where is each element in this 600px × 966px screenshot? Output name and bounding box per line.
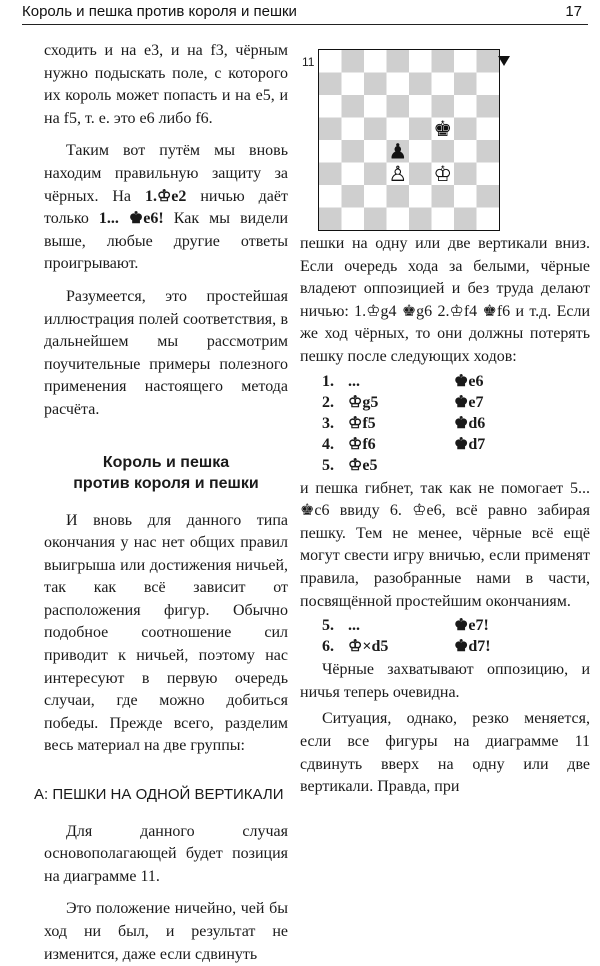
board-square bbox=[364, 95, 387, 118]
board-square bbox=[409, 163, 432, 186]
white-move: ♔×d5 bbox=[348, 638, 389, 656]
board-square bbox=[319, 50, 342, 73]
board-square bbox=[454, 118, 477, 141]
move-number: 4. bbox=[322, 435, 334, 453]
black-move: ♚e6 bbox=[454, 372, 484, 390]
board-square bbox=[387, 95, 410, 118]
running-header bbox=[22, 0, 588, 25]
board-square bbox=[364, 208, 387, 231]
black-to-move-triangle-icon bbox=[498, 56, 510, 66]
move-number: 6. bbox=[322, 638, 334, 656]
board-square bbox=[319, 118, 342, 141]
move-row bbox=[300, 455, 590, 476]
black-pawn-icon: ♟ bbox=[388, 139, 408, 164]
board-square bbox=[319, 208, 342, 231]
move-row bbox=[300, 615, 590, 636]
board-square bbox=[364, 73, 387, 96]
paragraph: и пешка гибнет, так как не помогает 5... ♚c6 ввиду 6. ♔e6, всё равно забирая пешку. Тем не менее, чёрные всё ещё могут свести игру вничью, если применят правила, разобранные нами в части, посвящённой простейшим окончаниям. bbox=[300, 479, 590, 610]
board-square bbox=[387, 118, 410, 141]
board-square bbox=[409, 73, 432, 96]
black-king-icon: ♚ bbox=[433, 116, 453, 141]
move-number: 1. bbox=[322, 372, 334, 390]
move-list bbox=[300, 615, 590, 657]
board-square bbox=[477, 50, 500, 73]
board-square bbox=[387, 208, 410, 231]
board-square bbox=[409, 185, 432, 208]
board-square bbox=[477, 118, 500, 141]
board-square bbox=[432, 95, 455, 118]
board-square bbox=[454, 185, 477, 208]
board-square bbox=[364, 50, 387, 73]
black-move: ♚e7! bbox=[454, 617, 489, 635]
board-square bbox=[364, 140, 387, 163]
white-king-icon: ♔ bbox=[433, 161, 453, 186]
black-move bbox=[426, 455, 554, 476]
running-title: Король и пешка против короля и пешки bbox=[22, 3, 297, 20]
board-square bbox=[432, 185, 455, 208]
board-square bbox=[387, 73, 410, 96]
paragraph: Чёрные захватывают оппозицию, и ничья теперь очевидна. bbox=[300, 661, 590, 701]
section-title: Король и пешка против короля и пешки bbox=[73, 453, 259, 492]
paragraph: пешки на одну или две вертикали вниз. Если очередь хода за белыми, чёрные владеют оппозицией и без труда делают ничью: 1.♔g4 ♚g6 2.♔f4 ♚f6 и т.д. Если же ход чёрных, то они должны потерять пешку после следующих ходов: bbox=[300, 235, 590, 365]
move-number: 2. bbox=[322, 393, 334, 411]
board-square bbox=[409, 95, 432, 118]
board-square bbox=[432, 208, 455, 231]
board-square bbox=[477, 185, 500, 208]
board-square bbox=[454, 95, 477, 118]
board-square bbox=[342, 73, 365, 96]
move-number: 5. bbox=[322, 617, 334, 635]
board-square bbox=[319, 95, 342, 118]
board-square bbox=[342, 140, 365, 163]
subsection-title: А: ПЕШКИ НА ОДНОЙ ВЕРТИКАЛИ bbox=[34, 786, 284, 804]
right-column bbox=[300, 233, 590, 799]
paragraph: И вновь для данного типа окончания у нас нет общих правил выигрыша или достижения ничьей, так как всё зависит от расположения фигур. Обычно подобное соотношение сил приводит к ничьей, поэтому нас интересуют в первую очередь случаи, где можно добиться победы. Прежде всего, разделим весь материал на две группы: bbox=[44, 511, 288, 755]
paragraph: Ситуация, однако, резко меняется, если все фигуры на диаграмме 11 сдвинуть вверх на одну или две вертикали. Правда, при bbox=[300, 710, 590, 796]
black-move: ♚d7 bbox=[454, 435, 486, 453]
board-square bbox=[342, 95, 365, 118]
board-square bbox=[409, 118, 432, 141]
paragraph: Это положение ничейно, чей бы ход ни был, и результат не изменится, даже если сдвинуть bbox=[44, 900, 288, 963]
paragraph: Разумеется, это простейшая иллюстрация полей соответствия, в дальнейшем мы рассмотрим поучительные примеры полезного применения настоящего метода расчёта. bbox=[44, 287, 288, 418]
board-square bbox=[432, 140, 455, 163]
white-move: ♔f6 bbox=[348, 435, 376, 453]
board-square bbox=[409, 140, 432, 163]
white-move: ... bbox=[348, 617, 360, 635]
board-square bbox=[364, 163, 387, 186]
board-square bbox=[432, 73, 455, 96]
board-square bbox=[454, 50, 477, 73]
board-square bbox=[454, 208, 477, 231]
move-row bbox=[300, 636, 590, 657]
page-number: 17 bbox=[565, 3, 582, 20]
move-number: 3. bbox=[322, 414, 334, 432]
board-square bbox=[319, 163, 342, 186]
board-square bbox=[477, 73, 500, 96]
paragraph: сходить и на е3, и на f3, чёрным нужно подыскать поле, с которого их король может попасть и на е5, и на f5, т. е. это е6 либо f6. bbox=[44, 42, 288, 127]
paragraph: Для данного случая основополагающей будет позиция на диаграмме 11. bbox=[44, 822, 288, 885]
board-square bbox=[477, 140, 500, 163]
black-move: ♚d7! bbox=[454, 638, 491, 656]
white-move: ... bbox=[348, 372, 360, 390]
diagram-number: 11 bbox=[302, 55, 315, 69]
white-pawn-icon: ♙ bbox=[388, 161, 408, 186]
board-square bbox=[477, 163, 500, 186]
paragraph: Таким вот путём мы вновь находим правильную защиту за чёрных. На 1.♔e2 ничью даёт только 1... ♚e6! Как мы видели выше, любые другие ответы проигрывают. bbox=[44, 142, 289, 273]
move-row bbox=[300, 371, 590, 392]
board-square bbox=[409, 208, 432, 231]
white-move: ♔e5 bbox=[348, 456, 378, 474]
board-square bbox=[364, 118, 387, 141]
move-row bbox=[300, 434, 590, 455]
black-move: ♚e7 bbox=[454, 393, 484, 411]
left-column bbox=[34, 40, 289, 966]
black-move: ♚d6 bbox=[454, 414, 486, 432]
board-square bbox=[342, 208, 365, 231]
chess-diagram bbox=[318, 49, 500, 231]
chessboard bbox=[319, 50, 499, 230]
board-square bbox=[342, 185, 365, 208]
board-square bbox=[454, 73, 477, 96]
board-square bbox=[387, 185, 410, 208]
white-move: ♔g5 bbox=[348, 393, 379, 411]
board-square bbox=[477, 208, 500, 231]
board-square bbox=[387, 50, 410, 73]
board-square bbox=[319, 140, 342, 163]
board-square bbox=[342, 50, 365, 73]
board-square bbox=[342, 118, 365, 141]
board-square bbox=[319, 185, 342, 208]
chess-move: 1... ♚e6! bbox=[98, 210, 164, 228]
move-list bbox=[300, 371, 590, 476]
board-square bbox=[409, 50, 432, 73]
board-square bbox=[342, 163, 365, 186]
board-square bbox=[454, 140, 477, 163]
board-square bbox=[364, 185, 387, 208]
board-square bbox=[319, 73, 342, 96]
move-number: 5. bbox=[322, 456, 334, 474]
move-row bbox=[300, 392, 590, 413]
board-square bbox=[454, 163, 477, 186]
board-square bbox=[432, 50, 455, 73]
chess-move: 1.♔e2 bbox=[144, 187, 187, 205]
move-row bbox=[300, 413, 590, 434]
white-move: ♔f5 bbox=[348, 414, 376, 432]
board-square bbox=[477, 95, 500, 118]
